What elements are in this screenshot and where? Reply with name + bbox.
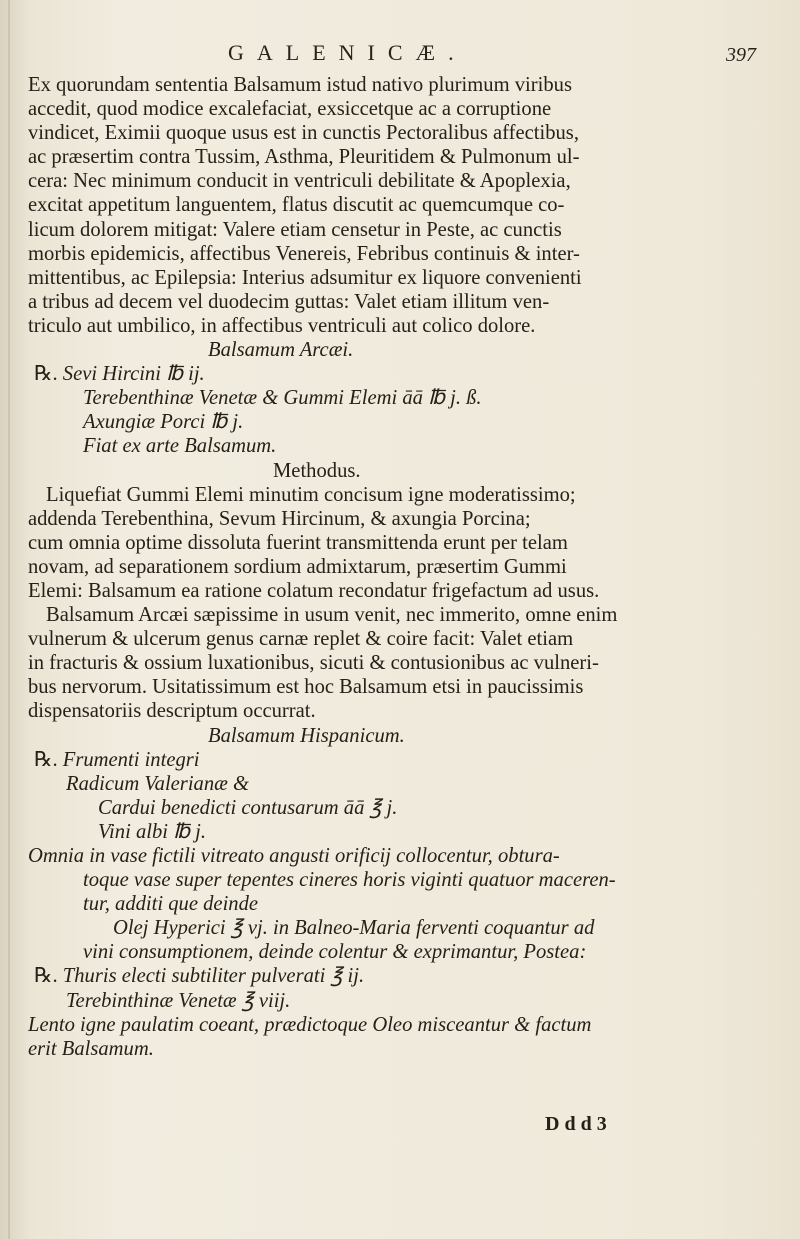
page-gutter — [8, 0, 10, 1239]
text-line: triculo aut umbilico, in affectibus ventriculi aut colico dolore. — [28, 314, 536, 337]
text-line: Liquefiat Gummi Elemi minutim concisum igne moderatissimo; — [46, 483, 576, 506]
text-line: cera: Nec minimum conducit in ventriculi debilitate & Apoplexia, — [28, 170, 571, 193]
running-head: GALENICÆ. — [228, 40, 467, 65]
instruction-line: Olej Hyperici ℥ vj. in Balneo-Maria ferventi coquantur ad — [113, 917, 595, 940]
text-line: mittentibus, ac Epilepsia: Interius adsumitur ex liquore convenienti — [28, 266, 582, 289]
recipe-rx-icon: ℞. — [34, 363, 58, 386]
ingredient: Terebenthinæ Venetæ & Gummi Elemi āā ℔ j. ß. — [83, 387, 482, 410]
ingredient: Radicum Valerianæ & — [66, 772, 250, 795]
recipe-rx-icon: ℞. — [34, 965, 58, 988]
instruction-line: tur, additi que deinde — [83, 893, 259, 916]
instruction-line: vini consumptionem, deinde colentur & exprimantur, Postea: — [83, 941, 587, 964]
text-line: addenda Terebenthina, Sevum Hircinum, & axungia Porcina; — [28, 507, 531, 530]
instruction-line: toque vase super tepentes cineres horis viginti quatuor maceren- — [83, 869, 616, 892]
signature-mark: D d d 3 — [545, 1113, 607, 1135]
page-body — [28, 73, 776, 1061]
text-line: in fracturis & ossium luxationibus, sicuti & contusionibus ac vulneri- — [28, 652, 599, 675]
recipe-balsamum-arcaei — [28, 338, 776, 724]
ingredient: Fiat ex arte Balsamum. — [83, 435, 277, 458]
text-line: ac præsertim contra Tussim, Asthma, Pleuritidem & Pulmonum ul- — [28, 146, 580, 169]
text-line: morbis epidemicis, affectibus Venereis, Febribus continuis & inter- — [28, 242, 580, 265]
method-title: Methodus. — [273, 459, 361, 482]
ingredient: Vini albi ℔ j. — [98, 820, 206, 843]
recipe-line — [28, 748, 776, 772]
text-line: bus nervorum. Usitatissimum est hoc Balsamum etsi in paucissimis — [28, 676, 584, 699]
recipe-balsamum-hispanicum — [28, 724, 776, 1061]
ingredient: Terebinthinæ Venetæ ℥ viij. — [66, 989, 291, 1012]
ingredient: Cardui benedicti contusarum āā ℥ j. — [98, 796, 398, 819]
ingredient: Axungiæ Porci ℔ j. — [83, 411, 244, 434]
page-header — [0, 40, 800, 74]
ingredient: Thuris electi subtiliter pulverati ℥ ij. — [62, 965, 365, 988]
paragraph-balsamum-virtues — [28, 73, 776, 338]
instruction-line: erit Balsamum. — [28, 1037, 154, 1060]
text-line: vulnerum & ulcerum genus carnæ replet & coire facit: Valet etiam — [28, 628, 574, 651]
instruction-line: Omnia in vase fictili vitreato angusti orificij collocentur, obtura- — [28, 845, 560, 867]
ingredient: Sevi Hircini ℔ ij. — [62, 363, 205, 386]
text-line: accedit, quod modice excalefaciat, exsiccetque ac a corruptione — [28, 98, 552, 121]
ingredient: Frumenti integri — [62, 748, 200, 771]
text-line: Elemi: Balsamum ea ratione colatum recondatur frigefactum ad usus. — [28, 579, 600, 602]
text-line: Balsamum Arcæi sæpissime in usum venit, nec immerito, omne enim — [46, 604, 618, 627]
recipe-rx-icon: ℞. — [34, 748, 58, 771]
page-number: 397 — [726, 44, 756, 66]
text-line: Ex quorundam sententia Balsamum istud nativo plurimum viribus — [28, 74, 572, 96]
instruction-line: Lento igne paulatim coeant, prædictoque Oleo misceantur & factum — [28, 1013, 592, 1036]
text-line: dispensatoriis descriptum occurrat. — [28, 700, 316, 723]
recipe-title: Balsamum Hispanicum. — [208, 724, 405, 747]
text-line: a tribus ad decem vel duodecim guttas: Valet etiam illitum ven- — [28, 290, 550, 313]
recipe-line — [28, 964, 776, 988]
text-line: cum omnia optime dissoluta fuerint transmittenda erunt per telam — [28, 531, 568, 554]
text-line: novam, ad separationem sordium admixtarum, præsertim Gummi — [28, 555, 567, 578]
text-line: licum dolorem mitigat: Valere etiam censetur in Peste, ac cunctis — [28, 218, 562, 241]
recipe-title: Balsamum Arcæi. — [208, 339, 354, 362]
text-line: vindicet, Eximii quoque usus est in cunctis Pectoralibus affectibus, — [28, 122, 579, 145]
text-line: excitat appetitum languentem, flatus discutit ac quemcumque co- — [28, 194, 565, 217]
recipe-line — [28, 362, 776, 386]
